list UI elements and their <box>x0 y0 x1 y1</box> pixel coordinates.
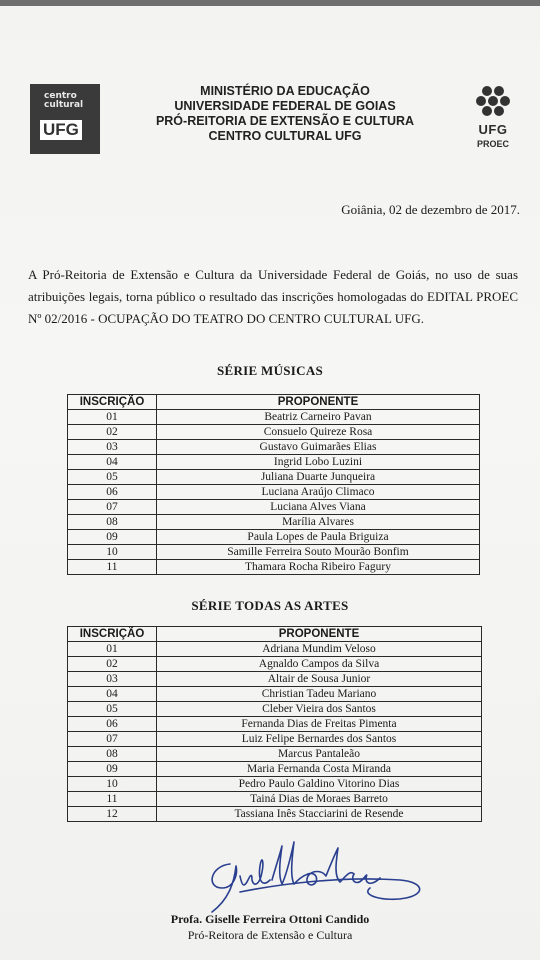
document-date: Goiânia, 02 de dezembro de 2017. <box>341 202 520 217</box>
cell-inscricao: 12 <box>68 807 157 822</box>
cell-inscricao: 04 <box>68 687 157 702</box>
table-row <box>68 687 482 702</box>
table-row <box>68 777 482 792</box>
signer-role: Pró-Reitora de Extensão e Cultura <box>187 928 353 942</box>
cell-proponente: Luciana Alves Viana <box>157 500 480 515</box>
cell-proponente: Pedro Paulo Galdino Vitorino Dias <box>157 777 482 792</box>
table-row <box>68 732 482 747</box>
logo-ufg-text: UFG <box>40 120 82 140</box>
cell-proponente: Marília Alvares <box>157 515 480 530</box>
table-row <box>68 440 480 455</box>
header-line-ministry: MINISTÉRIO DA EDUCAÇÃO <box>200 84 370 98</box>
col-header-proponente: PROPONENTE <box>157 627 482 642</box>
musicas-table-body <box>68 410 480 575</box>
cell-inscricao: 08 <box>68 747 157 762</box>
cell-proponente: Marcus Pantaleão <box>157 747 482 762</box>
table-row <box>68 762 482 777</box>
cell-proponente: Maria Fernanda Costa Miranda <box>157 762 482 777</box>
cell-inscricao: 10 <box>68 545 157 560</box>
section-title-todas-artes: SÉRIE TODAS AS ARTES <box>191 598 349 613</box>
header-line-university: UNIVERSIDADE FEDERAL DE GOIAS <box>174 99 396 113</box>
col-header-inscricao: INSCRIÇÃO <box>68 627 157 642</box>
logo-text: centro cultural <box>44 91 84 110</box>
table-row <box>68 455 480 470</box>
cell-proponente: Ingrid Lobo Luzini <box>157 455 480 470</box>
cell-proponente: Paula Lopes de Paula Briguiza <box>157 530 480 545</box>
cell-inscricao: 06 <box>68 717 157 732</box>
table-row <box>68 485 480 500</box>
intro-paragraph: A Pró-Reitoria de Extensão e Cultura da Universidade Federal de Goiás, no uso de suas atribuições legais, torna público o resultado das inscrições homologadas do EDITAL PROEC Nº 02/2016 - OCUPAÇÃO DO TEATRO DO CENTRO CULTURAL UFG. <box>28 267 518 326</box>
table-header-row <box>68 627 482 642</box>
cell-inscricao: 07 <box>68 500 157 515</box>
cell-inscricao: 03 <box>68 672 157 687</box>
table-row <box>68 515 480 530</box>
cell-proponente: Agnaldo Campos da Silva <box>157 657 482 672</box>
signer-name: Profa. Giselle Ferreira Ottoni Candido <box>170 912 370 926</box>
musicas-table <box>67 394 480 575</box>
cell-inscricao: 01 <box>68 642 157 657</box>
cell-inscricao: 09 <box>68 762 157 777</box>
cell-inscricao: 05 <box>68 702 157 717</box>
todas-artes-table-body <box>68 642 482 822</box>
col-header-proponente: PROPONENTE <box>157 395 480 410</box>
table-header-row <box>68 395 480 410</box>
cell-proponente: Luciana Araújo Climaco <box>157 485 480 500</box>
todas-artes-table <box>67 626 482 822</box>
logo-ufg-text: UFG <box>478 122 508 137</box>
table-row <box>68 747 482 762</box>
table-row <box>68 702 482 717</box>
cell-proponente: Fernanda Dias de Freitas Pimenta <box>157 717 482 732</box>
cell-proponente: Beatriz Carneiro Pavan <box>157 410 480 425</box>
cell-proponente: Luiz Felipe Bernardes dos Santos <box>157 732 482 747</box>
cell-inscricao: 01 <box>68 410 157 425</box>
cell-inscricao: 07 <box>68 732 157 747</box>
cell-proponente: Gustavo Guimarães Elias <box>157 440 480 455</box>
cell-proponente: Thamara Rocha Ribeiro Fagury <box>157 560 480 575</box>
table-row <box>68 792 482 807</box>
cell-proponente: Adriana Mundim Veloso <box>157 642 482 657</box>
logo-proec-text: PROEC <box>476 139 509 149</box>
hexagon-cluster-icon <box>470 84 516 122</box>
cell-inscricao: 02 <box>68 425 157 440</box>
section-title-musicas: SÉRIE MÚSICAS <box>216 363 324 378</box>
table-row <box>68 560 480 575</box>
cell-inscricao: 08 <box>68 515 157 530</box>
cell-inscricao: 02 <box>68 657 157 672</box>
table-row <box>68 545 480 560</box>
table-row <box>68 672 482 687</box>
cell-proponente: Altair de Sousa Junior <box>157 672 482 687</box>
cell-proponente: Samille Ferreira Souto Mourão Bonfim <box>157 545 480 560</box>
centro-cultural-ufg-logo <box>30 84 100 154</box>
cell-proponente: Consuelo Quireze Rosa <box>157 425 480 440</box>
cell-inscricao: 04 <box>68 455 157 470</box>
ufg-proec-logo <box>470 84 516 156</box>
header-line-proec: PRÓ-REITORIA DE EXTENSÃO E CULTURA <box>155 114 415 128</box>
cell-inscricao: 03 <box>68 440 157 455</box>
cell-inscricao: 09 <box>68 530 157 545</box>
cell-proponente: Christian Tadeu Mariano <box>157 687 482 702</box>
cell-proponente: Cleber Vieira dos Santos <box>157 702 482 717</box>
cell-proponente: Tainá Dias de Moraes Barreto <box>157 792 482 807</box>
table-row <box>68 657 482 672</box>
table-row <box>68 470 480 485</box>
cell-proponente: Tassiana Inês Stacciarini de Resende <box>157 807 482 822</box>
handwritten-signature <box>200 836 430 916</box>
table-row <box>68 500 480 515</box>
table-row <box>68 410 480 425</box>
cell-inscricao: 10 <box>68 777 157 792</box>
header-line-centro: CENTRO CULTURAL UFG <box>208 129 362 143</box>
table-row <box>68 530 480 545</box>
document-header <box>110 84 460 144</box>
table-row <box>68 717 482 732</box>
cell-proponente: Juliana Duarte Junqueira <box>157 470 480 485</box>
cell-inscricao: 11 <box>68 560 157 575</box>
cell-inscricao: 11 <box>68 792 157 807</box>
table-row <box>68 642 482 657</box>
cell-inscricao: 05 <box>68 470 157 485</box>
document-page <box>0 6 540 960</box>
col-header-inscricao: INSCRIÇÃO <box>68 395 157 410</box>
cell-inscricao: 06 <box>68 485 157 500</box>
table-row <box>68 807 482 822</box>
table-row <box>68 425 480 440</box>
